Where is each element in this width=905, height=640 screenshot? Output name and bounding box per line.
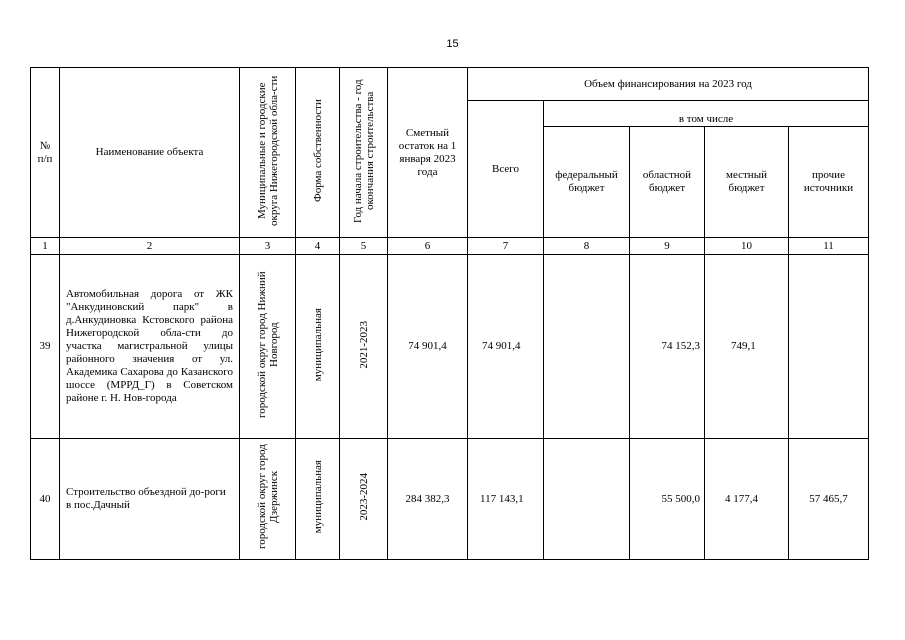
row-ownership: муниципальная xyxy=(296,439,340,560)
row-years: 2021-2023 xyxy=(340,255,388,439)
row-regional: 74 152,3 xyxy=(630,255,705,439)
table-row xyxy=(31,255,869,439)
column-number: 2 xyxy=(60,238,240,255)
row-total: 74 901,4 xyxy=(468,255,544,439)
header-total: Всего xyxy=(468,101,544,238)
column-number: 5 xyxy=(340,238,388,255)
column-number: 8 xyxy=(544,238,630,255)
row-no: 39 xyxy=(31,255,60,439)
header-federal: федеральный бюджет xyxy=(544,127,630,238)
row-municipality: городской округ город Дзержинск xyxy=(240,439,296,560)
row-no: 40 xyxy=(31,439,60,560)
page-number: 15 xyxy=(446,38,459,50)
column-number: 4 xyxy=(296,238,340,255)
table-row xyxy=(31,439,869,560)
column-number: 10 xyxy=(705,238,789,255)
header-including: в том числе xyxy=(544,101,869,127)
row-estimate: 284 382,3 xyxy=(388,439,468,560)
column-number: 7 xyxy=(468,238,544,255)
row-other xyxy=(789,255,869,439)
row-years: 2023-2024 xyxy=(340,439,388,560)
header-years: Год начала строительства - год окончания строительства xyxy=(340,68,388,238)
row-local: 749,1 xyxy=(705,255,789,439)
row-regional: 55 500,0 xyxy=(630,439,705,560)
header-local: местный бюджет xyxy=(705,127,789,238)
financing-table xyxy=(30,67,869,560)
row-total: 117 143,1 xyxy=(468,439,544,560)
column-number: 1 xyxy=(31,238,60,255)
column-number: 9 xyxy=(630,238,705,255)
column-number: 6 xyxy=(388,238,468,255)
row-federal xyxy=(544,255,630,439)
header-funding-title: Объем финансирования на 2023 год xyxy=(468,68,869,101)
header-ownership: Форма собственности xyxy=(296,68,340,238)
header-estimate: Сметный остаток на 1 января 2023 года xyxy=(388,68,468,238)
header-no: № п/п xyxy=(31,68,60,238)
row-name: Строительство объездной до-роги в пос.Дачный xyxy=(60,439,240,560)
row-federal xyxy=(544,439,630,560)
row-other: 57 465,7 xyxy=(789,439,869,560)
row-name: Автомобильная дорога от ЖК "Анкудиновский парк" в д.Анкудиновка Кстовского района Нижегородской обла-сти до участка магистральной улицы районного значения от ул. Академика Сахарова до Казанского шоссе (МРРД_Г) в Советском районе г. Н. Нов-города xyxy=(60,255,240,439)
header-name: Наименование объекта xyxy=(60,68,240,238)
header-other: прочие источники xyxy=(789,127,869,238)
row-estimate: 74 901,4 xyxy=(388,255,468,439)
column-number: 11 xyxy=(789,238,869,255)
row-municipality: городской округ город Нижний Новгород xyxy=(240,255,296,439)
column-number: 3 xyxy=(240,238,296,255)
row-ownership: муниципальная xyxy=(296,255,340,439)
header-municipality: Муниципальные и городские округа Нижегородской обла-сти xyxy=(240,68,296,238)
header-regional: областной бюджет xyxy=(630,127,705,238)
row-local: 4 177,4 xyxy=(705,439,789,560)
column-numbers-row xyxy=(31,238,869,255)
